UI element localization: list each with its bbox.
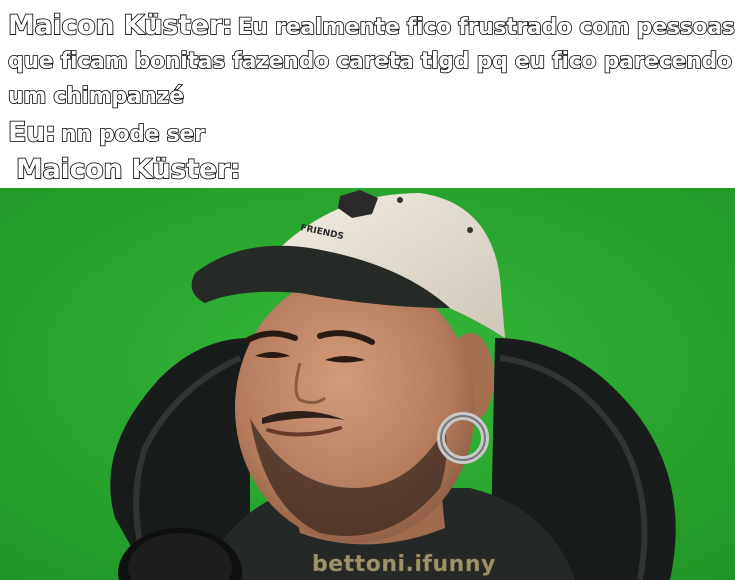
caption-line-4 [8,117,205,148]
speaker-name: Eu: [8,117,56,148]
caption-line-2: que ficam bonitas fazendo careta tlgd pq eu fico parecendo [8,49,732,74]
speaker-name: Maicon Küster: [8,10,233,41]
caption-line-3: um chimpanzé [8,84,184,109]
cap-logo-text: FRIENDS [299,223,345,243]
speech-text: Eu realmente fico frustrado com pessoas [237,15,735,40]
meme-photo [0,188,735,580]
caption-line-1 [8,10,735,41]
speech-text: nn pode ser [60,122,205,147]
caption-line-5: Maicon Küster: [16,154,241,185]
meme-caption [0,0,735,188]
watermark: bettoni.ifunny [312,552,496,577]
